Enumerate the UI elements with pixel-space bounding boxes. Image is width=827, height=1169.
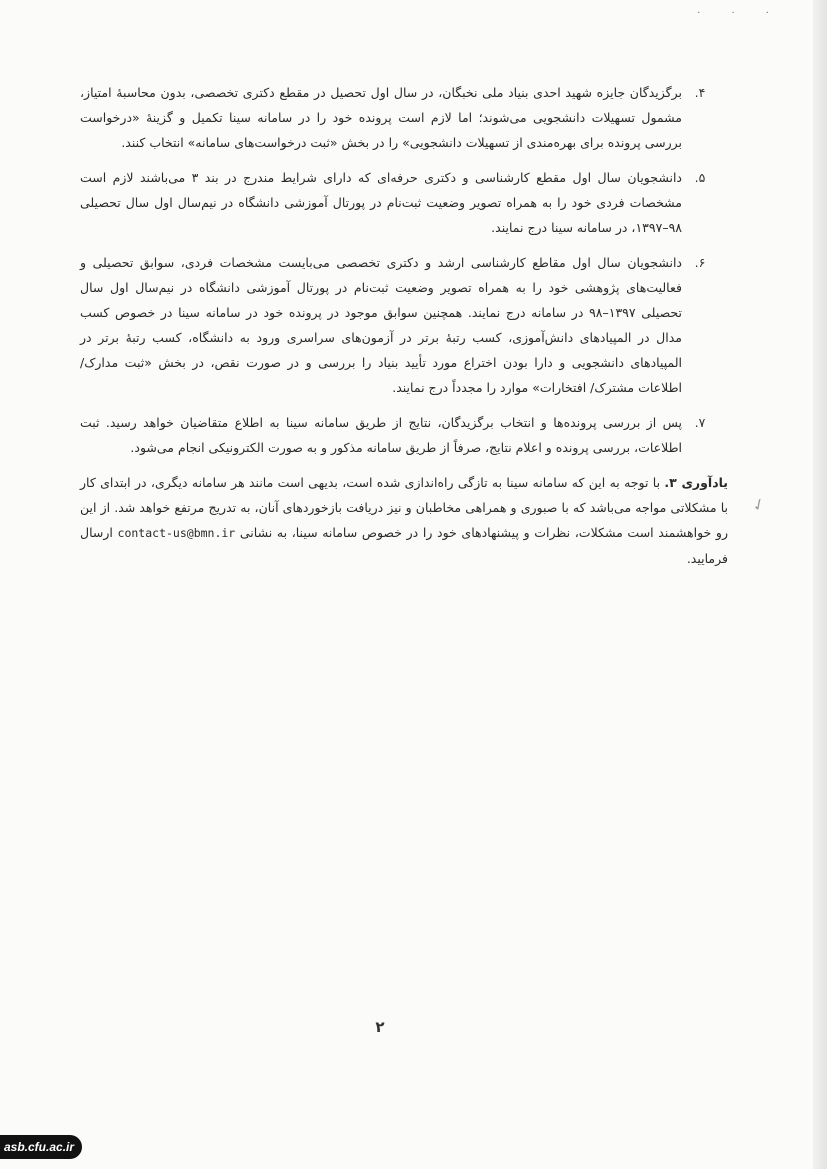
item-text: برگزیدگان جایزه شهید احدی بنیاد ملی نخبگان، در سال اول تحصیل در مقطع دکتری تخصصی، بدون محاسبهٔ امتیاز، مشمول تسهیلات دانشجویی می‌شوند؛ اما لازم است پرونده خود را در سامانه سینا تکمیل و گزینهٔ «درخواست بررسی پرونده برای بهره‌مندی از تسهیلات دانشجویی» را در بخش «ثبت درخواست‌های سامانه» انتخاب کنند. xyxy=(80,85,682,150)
note-text: با توجه به این که سامانه سینا به تازگی راه‌اندازی شده است، بدیهی است مانند هر سامانه دیگری، در ابتدای کار با مشکلاتی مواجه می‌باشد که با صبوری و همراهی مخاطبان و نیز دریافت بازخوردهای آنان، به تدریج مرتفع خواهد شد. از این رو خواهشمند است مشکلات، نظرات و پیشنهادهای خود را در خصوص سامانه سینا، به نشانی xyxy=(80,475,728,540)
item-number: ۷. xyxy=(694,415,706,430)
item-text: پس از بررسی پرونده‌ها و انتخاب برگزیدگان، نتایج از طریق سامانه سینا به اطلاع متقاضیان خواهد رسید. ثبت اطلاعات، بررسی پرونده و اعلام نتایج، صرفاً از طریق سامانه مذکور و به صورت الکترونیکی انجام می‌شود. xyxy=(80,415,682,455)
contact-email[interactable]: contact-us@bmn.ir xyxy=(117,526,236,540)
margin-mark: ✓ xyxy=(748,493,769,516)
item-number: ۵. xyxy=(694,170,706,185)
site-watermark-badge: asb.cfu.ac.ir xyxy=(0,1135,82,1159)
list-item-4 xyxy=(80,80,704,155)
item-number: ۴. xyxy=(694,85,706,100)
page-number: ۲ xyxy=(375,1018,385,1036)
list-item-7 xyxy=(80,410,704,460)
list-item-6 xyxy=(80,250,704,400)
list-item-5 xyxy=(80,165,704,240)
item-number: ۶. xyxy=(694,255,706,270)
page-edge xyxy=(813,0,827,1169)
note-closing: ارسال فرمایید. xyxy=(80,525,728,566)
item-text: دانشجویان سال اول مقطع کارشناسی و دکتری حرفه‌ای که دارای شرایط مندرج در بند ۳ می‌باشند لازم است مشخصات فردی خود را به همراه تصویر وضعیت ثبت‌نام در پورتال آموزشی دانشگاه در نیم‌سال اول سال تحصیلی ۹۸–۱۳۹۷، در سامانه سینا درج نمایند. xyxy=(80,170,682,235)
item-text: دانشجویان سال اول مقاطع کارشناسی ارشد و دکتری تخصصی می‌بایست مشخصات فردی، سوابق تحصیلی و فعالیت‌های پژوهشی خود را به همراه تصویر وضعیت ثبت‌نام در پورتال آموزشی دانشگاه در نیم‌سال اول سال تحصیلی ۱۳۹۷–۹۸ در سامانه درج نمایند. همچنین سوابق موجود در پرونده خود در سامانه سینا در خصوص کسب مدال در المپیادهای دانش‌آموزی، کسب رتبهٔ برتر در آزمون‌های سراسری ورود به دانشگاه، کسب رتبهٔ برتر در المپیادهای دانشجویی و دارا بودن اختراع مورد تأیید بنیاد را بررسی و در صورت نقص، در بخش «ثبت مدارک/ اطلاعات مشترک/ افتخارات» موارد را مجدداً درج نمایند. xyxy=(80,255,682,395)
note-label: یادآوری ۳. xyxy=(664,475,728,490)
reminder-note xyxy=(80,470,728,571)
document-body xyxy=(80,80,728,571)
scan-specks: · · · xyxy=(697,8,783,19)
